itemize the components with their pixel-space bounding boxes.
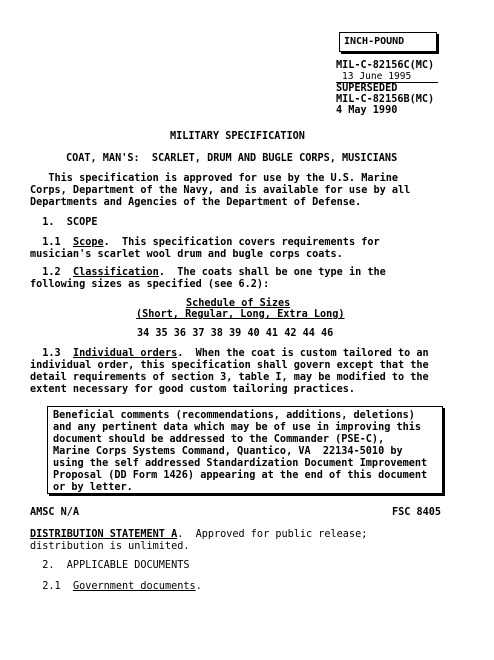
para-2-1-number: 2.1 — [30, 581, 73, 592]
inch-pound-box — [339, 32, 437, 52]
distribution-text-line-2: distribution is unlimited. — [30, 541, 190, 552]
schedule-title: Schedule of Sizes — [186, 298, 291, 309]
notice-line-6: Proposal (DD Form 1426) appearing at the end of this document — [53, 470, 428, 481]
para-2-1 — [30, 580, 202, 593]
notice-line-4: Marine Corps Systems Command, Quantico, VA 22134-5010 by — [53, 446, 403, 457]
notice-line-1: Beneficial comments (recommendations, additions, deletions) — [53, 410, 415, 421]
para-1-2-text: . The coats shall be one type in the — [158, 267, 386, 278]
schedule-subtitle: (Short, Regular, Long, Extra Long) — [136, 309, 345, 320]
notice-line-3: document should be addressed to the Commander (PSE-C), — [53, 434, 385, 445]
comments-notice-box — [47, 406, 443, 494]
intro-line-2: Corps, Department of the Navy, and is available for use by all — [30, 185, 411, 196]
size-list: 34 35 36 37 38 39 40 41 42 44 46 — [137, 328, 334, 339]
para-1-2-line-2: following sizes as specified (see 6.2): — [30, 279, 270, 290]
document-date: 13 June 1995 — [342, 71, 412, 82]
amsc-code: AMSC N/A — [30, 507, 80, 518]
intro-line-3: Departments and Agencies of the Department of Defense. — [30, 197, 362, 208]
para-1-3-title: Individual orders — [72, 348, 178, 359]
superseded-label: SUPERSEDED — [336, 83, 398, 94]
para-1-3-line-2: individual order, this specification shall govern except that the — [30, 360, 429, 371]
inch-pound-label: INCH-POUND — [344, 36, 405, 47]
document-id: MIL-C-82156C(MC) — [336, 60, 435, 71]
para-1-3-text: . When the coat is custom tailored to an — [177, 348, 429, 359]
distribution-label: DISTRIBUTION STATEMENT A — [30, 529, 178, 540]
intro-line-1: This specification is approved for use by the U.S. Marine — [30, 173, 399, 184]
superseded-date: 4 May 1990 — [336, 105, 398, 116]
distribution-text: . Approved for public release; — [177, 529, 368, 540]
section-1-heading: 1. SCOPE — [30, 217, 98, 228]
notice-line-5: using the self addressed Standardization Document Improvement — [53, 458, 428, 469]
para-2-1-end: . — [195, 581, 202, 592]
spec-subject: COAT, MAN'S: SCARLET, DRUM AND BUGLE CORPS, MUSICIANS — [66, 153, 398, 164]
spec-heading: MILITARY SPECIFICATION — [170, 131, 305, 142]
para-1-2-title: Classification — [72, 267, 159, 278]
para-2-1-title: Government documents — [72, 581, 196, 592]
para-1-3-number: 1.3 — [30, 348, 73, 359]
para-1-1-line-2: musician's scarlet wool drum and bugle corps coats. — [30, 249, 343, 260]
para-1-2-number: 1.2 — [30, 267, 73, 278]
para-1-1-title: Scope — [72, 237, 104, 248]
fsc-code: FSC 8405 — [392, 507, 442, 518]
section-2-heading: 2. APPLICABLE DOCUMENTS — [30, 560, 190, 571]
superseded-id: MIL-C-82156B(MC) — [336, 94, 435, 105]
para-1-3-line-4: extent necessary for good custom tailoring practices. — [30, 384, 356, 395]
notice-line-2: and any pertinent data which may be of use in improving this — [53, 422, 422, 433]
para-1-1-text: . This specification covers requirements for — [103, 237, 380, 248]
para-1-1-number: 1.1 — [30, 237, 73, 248]
para-1-3-line-3: detail requirements of section 3, table I, may be modified to the — [30, 372, 429, 383]
notice-line-7: or by letter. — [53, 482, 133, 493]
